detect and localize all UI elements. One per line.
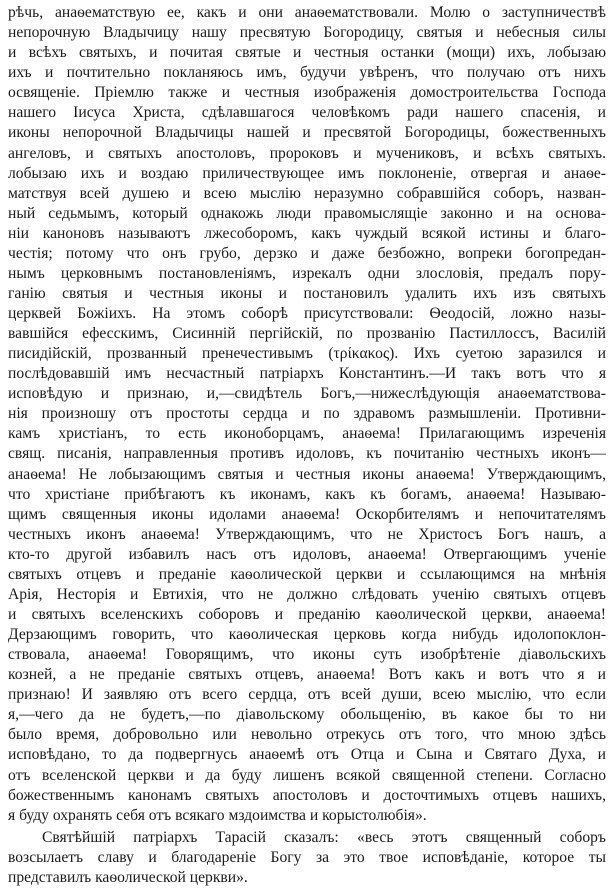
text-line: ніи каноновъ называютъ лжесоборомъ, какъ чуждый всякой истины и благо-	[8, 224, 606, 242]
text-line: нашего Іисуса Христа, сдѣлавшагося человѣкомъ ради нашего спасенія, и	[8, 104, 606, 122]
text-line: иконы непорочной Владычицы нашей и пресвятой Богородицы, божественныхъ	[8, 124, 606, 142]
text-line: я,—чего да не будетъ,—по діавольскому обольщенію, въ какое бы то ни	[8, 706, 606, 724]
text-line: нія произношу отъ простоты сердца и по здравомъ размышленіи. Противни-	[8, 405, 606, 423]
text-line: было время, добровольно или невольно отрекусь отъ того, что мною здѣсь	[8, 726, 606, 744]
text-line: непорочную Владычицу нашу пресвятую Богородицу, святыя и небесныя силы	[8, 24, 606, 42]
text-line: возсылаетъ славу и благодареніе Богу за это твое исповѣданіе, которое ты	[8, 848, 606, 866]
paragraph-end-line: я буду охранять себя отъ всякаго мздоимства и корыстолюбія».	[8, 806, 427, 824]
text-line: и всѣхъ святыхъ, и почитая святые и честныя останки (мощи) ихъ, лобызаю	[8, 44, 606, 62]
text-line: честныхъ иконъ анаѳема! Утверждающимъ, что не Христосъ Богъ нашъ, а	[8, 525, 606, 543]
text-line: святыхъ отцевъ и преданіе каѳолической церкви и ссылающимся на мнѣнія	[8, 565, 606, 583]
text-line: ихъ и почтительно покланяюсь имъ, будучи увѣренъ, что получаю отъ нихъ	[8, 64, 606, 82]
text-line: козней, а не преданіе святыхъ отцевъ, анаѳема! Вотъ какъ и вотъ что я и	[8, 666, 606, 684]
text-line: писидійскій, прозванный пренечестивымъ (τρίκακος). Ихъ суетою заразился и	[8, 345, 606, 363]
text-line: и святыхъ вселенскихъ соборовъ и преданію каѳолической церкви, анаѳема!	[8, 606, 606, 623]
text-line: ганію святыя и честныя иконы и постановилъ удалить ихъ изъ святыхъ	[8, 284, 606, 302]
paragraph-end-line: представилъ каѳолической церкви».	[8, 869, 248, 886]
text-line: церквей Божіихъ. На этомъ соборѣ присутствовали: Ѳеодосій, ложно назы-	[8, 305, 606, 322]
text-line: рѣчь, анаѳематствую ее, какъ и они анаѳематствовали. Молю о заступничествѣ	[8, 4, 606, 21]
text-line: ный седьмымъ, который однакожь люди правомыслящіе законно и на основа-	[8, 204, 606, 222]
text-line: освященіе. Пріемлю также и честныя изображенія домостроительства Господа	[8, 84, 606, 102]
text-line: божественнымъ канонамъ святыхъ апостоловъ и досточтимыхъ отцевъ нашихъ,	[8, 786, 606, 804]
text-line: ствовала, анаѳема! Говорящимъ, что иконы суть изобрѣтеніе діавольскихъ	[8, 646, 606, 664]
text-line: матствуя всей душею и всею мыслію неразумно собравшійся соборъ, назван-	[8, 184, 606, 202]
text-line: ангеловъ, и святыхъ апостоловъ, пророковъ и мучениковъ, и всѣхъ святыхъ.	[8, 144, 606, 162]
text-line: лобызаю ихъ и воздаю приличествующее имъ поклоненіе, отвергая и анаѳе-	[8, 164, 606, 182]
text-line: вавшійся ефесскимъ, Сисинній пергійскій, по прозванію Пастиллоссъ, Василій	[8, 325, 606, 342]
text-line: признаю! И заявляю отъ всего сердца, отъ всей души, всею мыслію, что если	[8, 686, 606, 704]
text-line: камъ христіанъ, то есть иконоборцамъ, анаѳема! Прилагающимъ изреченія	[8, 425, 606, 443]
text-line: кто-то другой избавилъ насъ отъ идоловъ, анаѳема! Отвергающимъ ученіе	[8, 545, 606, 563]
text-line: отъ вселенской церкви и да буду лишенъ всякой священной степени. Согласно	[8, 766, 606, 784]
text-line: Арія, Несторія и Евтихія, что не должно слѣдовать ученію святыхъ отцевъ	[8, 585, 606, 603]
text-line: послѣдовавшій имъ несчастный патріархъ Константинъ.—И такъ вотъ что я	[8, 365, 606, 383]
text-line: исповѣдано, то да подвергнусь анаѳемѣ отъ Отца и Сына и Святаго Духа, и	[8, 746, 606, 764]
text-line: честія; потому что онъ грубо, дерзко и даже безбожно, вопреки богопредан-	[8, 244, 606, 262]
text-line: Дерзающимъ говорить, что каѳолическая церковь когда нибудь идолопоклон-	[8, 626, 606, 643]
text-line: что христіане прибѣгаютъ къ иконамъ, какъ къ богамъ, анаѳема! Называю-	[8, 485, 606, 503]
text-line: свящ. писанія, направленныя противъ идоловъ, къ почитанію честныхъ иконъ—	[8, 445, 606, 463]
text-line: анаѳема! Не лобызающимъ святыя и честныя иконы анаѳема! Утверждающимъ,	[8, 465, 606, 483]
text-line: щимъ священныя иконы идолами анаѳема! Оскорбителямъ и непочитателямъ	[8, 505, 606, 523]
paragraph-first-line: Святѣйшій патріархъ Тарасій сказалъ: «весь этотъ священный соборъ	[42, 828, 606, 846]
document-page	[8, 2, 606, 888]
text-line: нымъ церковнымъ постановленіямъ, изрекалъ одни злословія, предалъ пору-	[8, 264, 606, 282]
text-line: исповѣдую и признаю, и,—свидѣтель Богъ,—нижеслѣдующія анаѳематствова-	[8, 385, 606, 403]
